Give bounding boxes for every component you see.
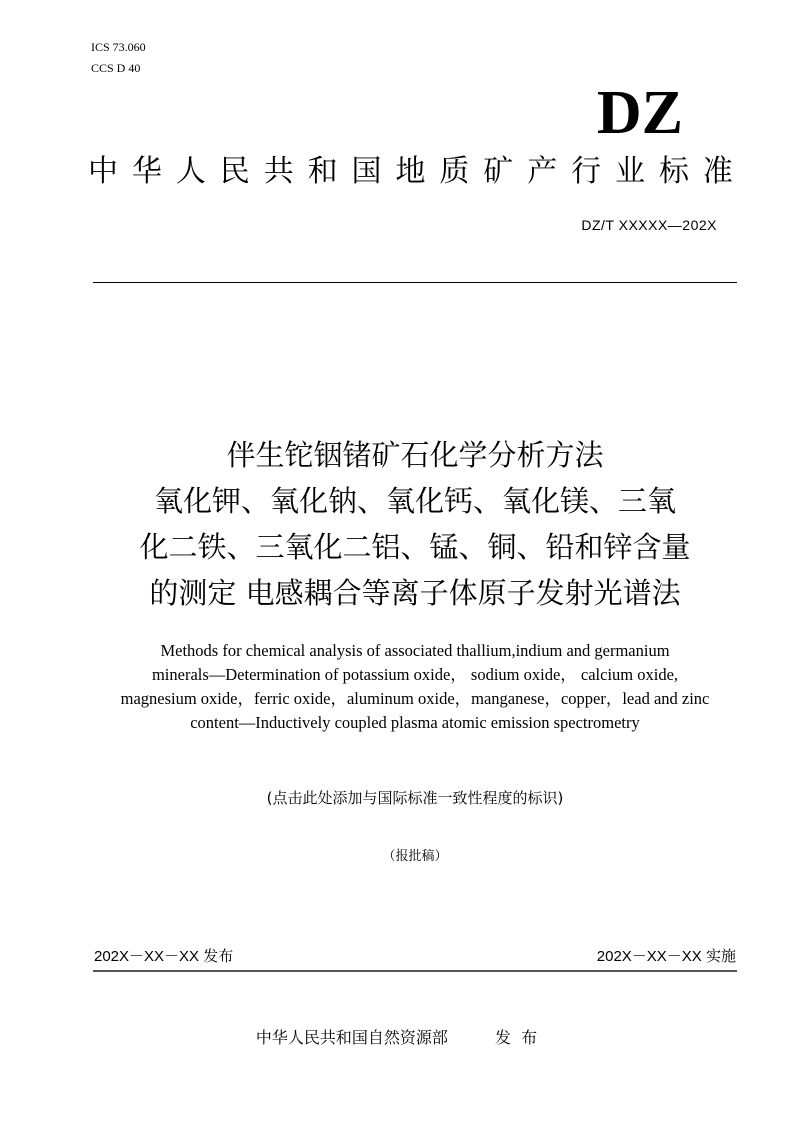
heading-char: 和 (307, 154, 338, 189)
bottom-divider (93, 970, 737, 972)
heading-char: 质 (439, 154, 470, 189)
heading-char: 产 (527, 154, 558, 189)
title-line: minerals—Determination of potassium oxide， sodium oxide， calcium oxide, (151, 665, 679, 684)
heading-char: 共 (263, 154, 294, 189)
title-line: 化二铁、三氧化二铝、锰、铜、铅和锌含量 (139, 530, 691, 564)
heading-char: 民 (219, 154, 250, 189)
heading-char: 行 (571, 154, 602, 189)
publisher-line (0, 1025, 793, 1048)
standard-code: DZ/T XXXXX—202X (581, 217, 717, 233)
heading-char: 国 (351, 154, 382, 189)
title-line: content—Inductively coupled plasma atomic emission spectrometry (190, 713, 640, 732)
ics-code: ICS 73.060 (91, 40, 146, 54)
industry-standard-heading (88, 154, 733, 190)
title-line: 伴生铊铟锗矿石化学分析方法 (226, 438, 604, 472)
chinese-title (80, 432, 750, 616)
implement-date: 202X－XX－XX 实施 (596, 948, 736, 965)
publisher: 中华人民共和国自然资源部 (255, 1028, 448, 1047)
heading-char: 中 (88, 154, 118, 189)
heading-char: 华 (131, 154, 162, 189)
heading-char: 准 (702, 154, 733, 189)
title-line: magnesium oxide，ferric oxide，aluminum oxide，manganese，copper，lead and zinc (120, 689, 710, 708)
consistency-note[interactable]: (点击此处添加与国际标准一致性程度的标识) (266, 789, 564, 807)
heading-char: 标 (658, 154, 689, 189)
heading-char: 矿 (483, 154, 514, 189)
title-line: 的测定 电感耦合等离子体原子发射光谱法 (149, 576, 681, 610)
title-line: Methods for chemical analysis of associated thallium,indium and germanium (160, 641, 670, 660)
issue-date: 202X－XX－XX 发布 (94, 948, 234, 965)
english-title (80, 639, 750, 735)
dz-logo: DZ (596, 79, 683, 147)
title-line: 氧化钾、氧化钠、氧化钙、氧化镁、三氧 (153, 484, 676, 518)
heading-char: 人 (175, 154, 206, 189)
publish-label: 发 布 (494, 1028, 538, 1047)
heading-char: 业 (615, 154, 646, 189)
heading-char: 地 (395, 154, 426, 189)
ccs-code: CCS D 40 (91, 61, 141, 75)
draft-status: （报批稿） (382, 848, 448, 863)
top-divider (93, 282, 737, 283)
